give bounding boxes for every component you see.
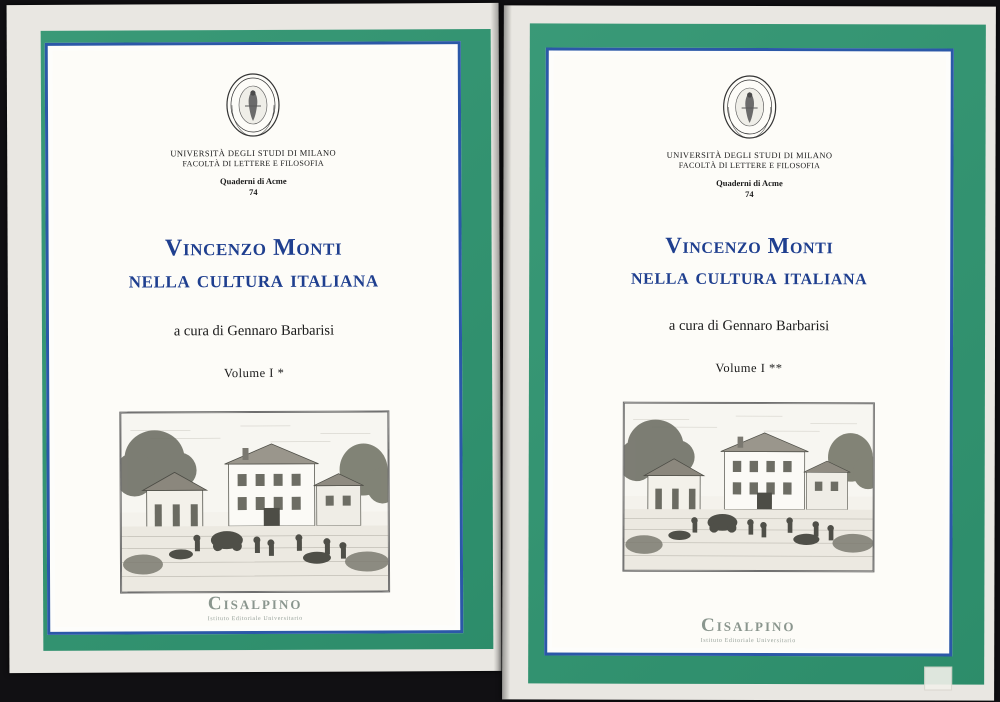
book-editor-right: a cura di Gennaro Barbarisi	[668, 317, 830, 335]
book-title-right	[631, 230, 867, 293]
cover-blue-frame-left	[45, 41, 464, 635]
book-edge-left	[491, 3, 502, 671]
corner-paper-scrap	[924, 666, 952, 690]
book-title-line1-left: Vincenzo Monti	[164, 234, 343, 262]
series-name-right: Quaderni di Acme	[716, 177, 783, 188]
book-cover-right[interactable]	[502, 5, 996, 700]
book-title-left	[129, 231, 379, 297]
series-name-left: Quaderni di Acme	[219, 175, 287, 186]
publisher-mark-right	[552, 614, 944, 644]
publisher-mark-left	[55, 592, 455, 623]
university-crest-icon	[224, 72, 282, 138]
book-cover-left[interactable]	[7, 3, 502, 673]
publisher-university-left: UNIVERSITÀ DEGLI STUDI DI MILANO	[170, 147, 337, 159]
book-title-line1-right: Vincenzo Monti	[665, 232, 834, 259]
series-number-left: 74	[249, 187, 258, 198]
book-volume-right: Volume I **	[715, 360, 783, 376]
book-edge-right	[502, 5, 512, 699]
publisher-sub-left: Istituto Editoriale Universitario	[207, 615, 303, 623]
publisher-faculty-right: FACOLTÀ DI LETTERE E FILOSOFIA	[678, 160, 821, 170]
series-number-right: 74	[745, 189, 754, 200]
publisher-lines-right	[667, 150, 833, 200]
publisher-lines-left	[170, 148, 336, 199]
book-title-line2-left: nella cultura italiana	[128, 266, 379, 294]
publisher-name-left: Cisalpino	[207, 592, 303, 615]
cover-illustration-left	[119, 410, 390, 593]
cover-page-left	[53, 49, 456, 627]
publisher-sub-right: Istituto Editoriale Universitario	[700, 637, 796, 645]
cover-illustration-right	[622, 402, 874, 573]
book-title-line2-right: nella cultura italiana	[631, 263, 868, 290]
university-crest-icon	[721, 74, 779, 140]
cover-page-right	[552, 55, 946, 648]
publisher-faculty-left: FACOLTÀ DI LETTERE E FILOSOFIA	[182, 158, 324, 168]
cover-blue-frame-right	[544, 47, 954, 656]
book-volume-left: Volume I *	[223, 365, 285, 380]
publisher-name-right: Cisalpino	[700, 614, 796, 637]
publisher-university-right: UNIVERSITÀ DEGLI STUDI DI MILANO	[666, 149, 833, 161]
book-editor-left: a cura di Gennaro Barbarisi	[173, 322, 335, 340]
